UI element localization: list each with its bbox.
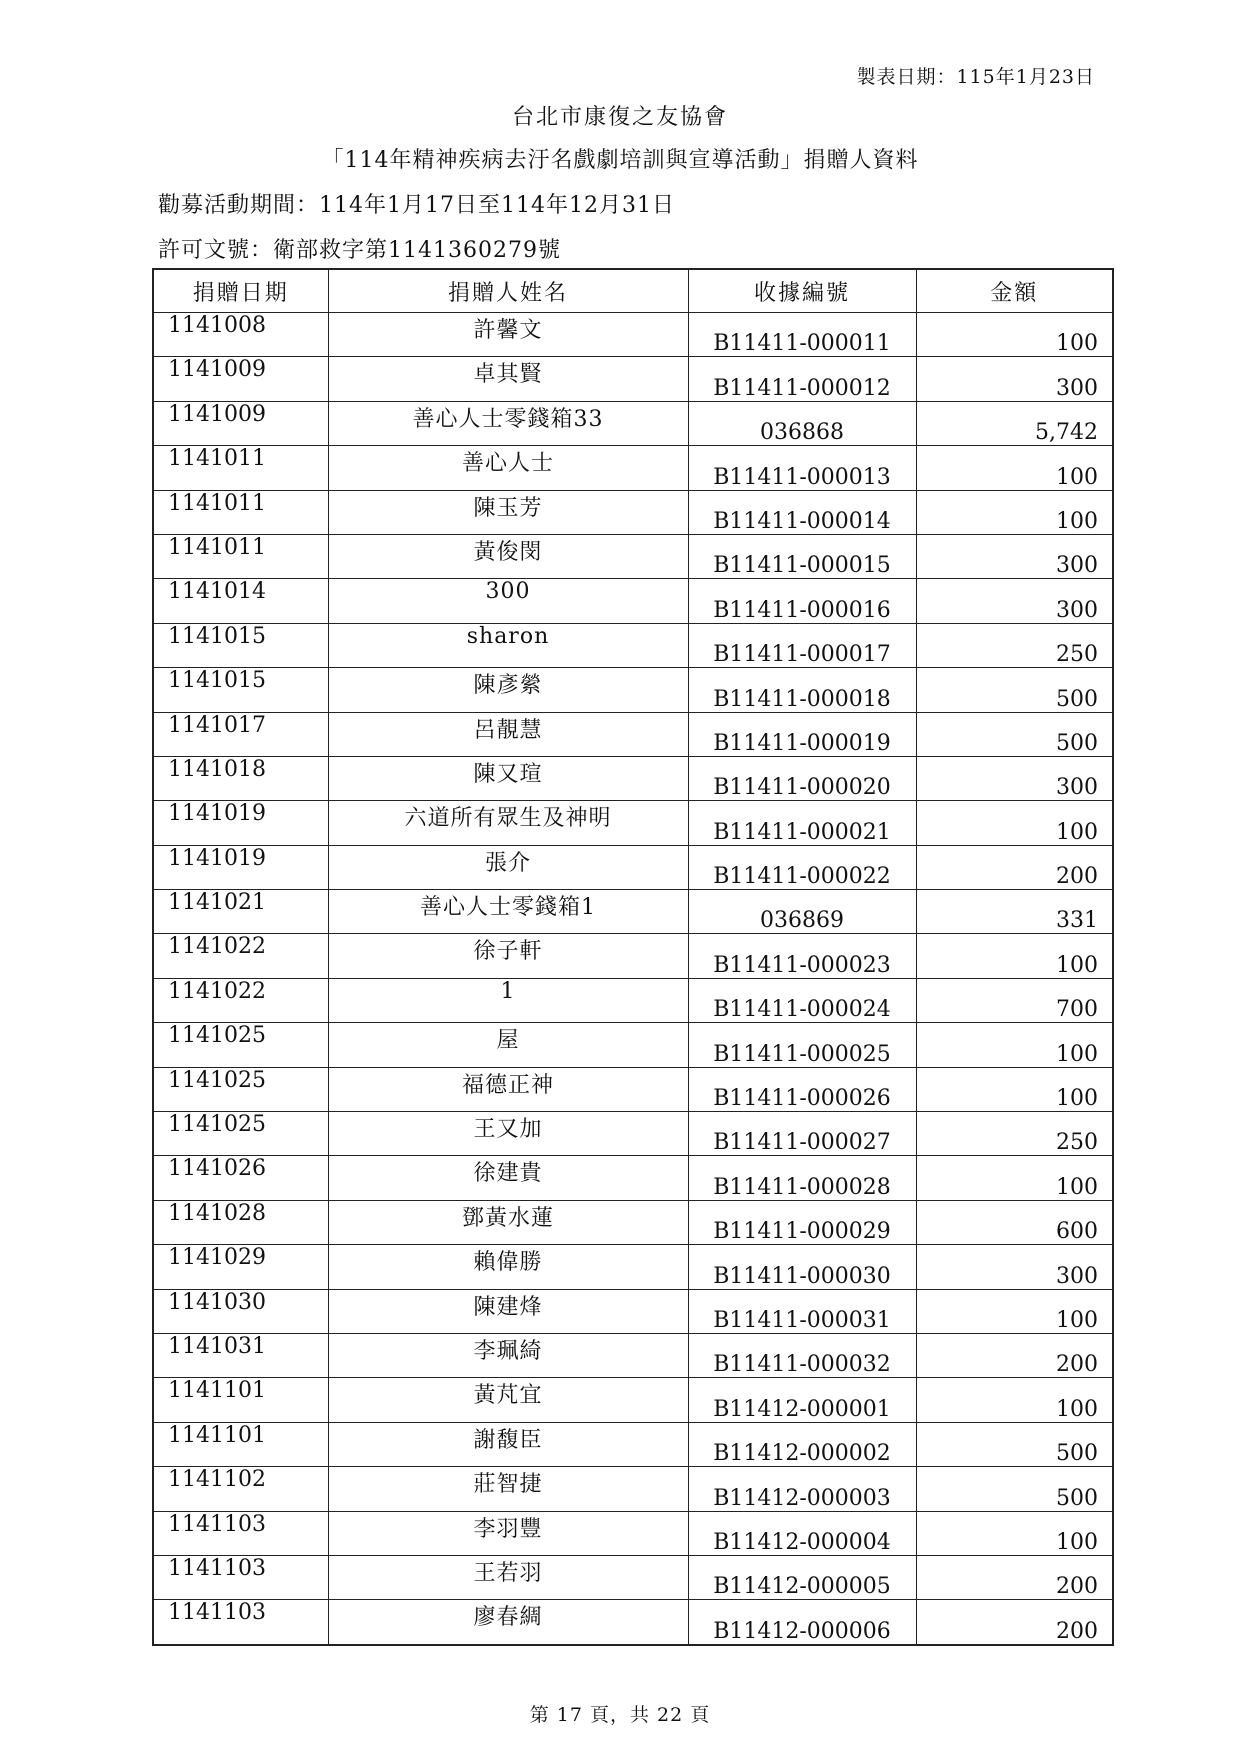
receipt-number-cell: B11412-000001: [688, 1378, 916, 1422]
amount-cell: 500: [916, 1467, 1113, 1511]
receipt-number-cell: B11411-000014: [688, 490, 916, 534]
donation-date-cell: 1141103: [153, 1555, 328, 1599]
table-row: [153, 1245, 1113, 1289]
table-row: [153, 1555, 1113, 1599]
amount-cell: 300: [916, 534, 1113, 578]
amount-cell: 100: [916, 1023, 1113, 1067]
donor-name-cell: 善心人士零錢箱1: [328, 890, 688, 934]
amount-cell: 100: [916, 446, 1113, 490]
donation-date-cell: 1141019: [153, 801, 328, 845]
donor-name-cell: 陳又瑄: [328, 756, 688, 800]
receipt-number-cell: B11411-000031: [688, 1289, 916, 1333]
table-row: [153, 1067, 1113, 1111]
donation-date-cell: 1141101: [153, 1422, 328, 1466]
table-row: [153, 313, 1113, 357]
donor-name-cell: 許馨文: [328, 313, 688, 357]
receipt-number-cell: B11411-000017: [688, 623, 916, 667]
amount-cell: 100: [916, 1156, 1113, 1200]
amount-cell: 500: [916, 712, 1113, 756]
donation-date-cell: 1141015: [153, 623, 328, 667]
donation-date-cell: 1141018: [153, 756, 328, 800]
table-row: [153, 534, 1113, 578]
table-row: [153, 756, 1113, 800]
column-header-name: 捐贈人姓名: [328, 269, 688, 313]
fundraising-period: 勸募活動期間：114年1月17日至114年12月31日: [158, 193, 675, 218]
donor-name-cell: 張介: [328, 845, 688, 889]
receipt-number-cell: 036868: [688, 401, 916, 445]
receipt-number-cell: B11411-000026: [688, 1067, 916, 1111]
donor-name-cell: 莊智捷: [328, 1467, 688, 1511]
receipt-number-cell: B11411-000012: [688, 357, 916, 401]
donation-date-cell: 1141011: [153, 446, 328, 490]
table-row: [153, 1023, 1113, 1067]
table-row: [153, 890, 1113, 934]
receipt-number-cell: B11412-000003: [688, 1467, 916, 1511]
donation-date-cell: 1141008: [153, 313, 328, 357]
donor-name-cell: 六道所有眾生及神明: [328, 801, 688, 845]
donor-name-cell: 黃芃宜: [328, 1378, 688, 1422]
donor-name-cell: 王又加: [328, 1112, 688, 1156]
receipt-number-cell: B11411-000016: [688, 579, 916, 623]
permit-number: 許可文號：衛部救字第1141360279號: [158, 238, 561, 263]
amount-cell: 331: [916, 890, 1113, 934]
page-indicator: 第 17 頁，共 22 頁: [529, 1704, 711, 1726]
table-row: [153, 978, 1113, 1022]
donation-date-cell: 1141030: [153, 1289, 328, 1333]
donor-name-cell: 陳建烽: [328, 1289, 688, 1333]
table-row: [153, 623, 1113, 667]
donation-date-cell: 1141014: [153, 579, 328, 623]
receipt-number-cell: B11411-000013: [688, 446, 916, 490]
donation-date-cell: 1141029: [153, 1245, 328, 1289]
amount-cell: 300: [916, 357, 1113, 401]
column-header-date: 捐贈日期: [153, 269, 328, 313]
table-row: [153, 446, 1113, 490]
donor-name-cell: 善心人士零錢箱33: [328, 401, 688, 445]
table-header-row: [153, 269, 1113, 313]
donor-name-cell: 謝馥臣: [328, 1422, 688, 1466]
donation-date-cell: 1141011: [153, 534, 328, 578]
amount-cell: 200: [916, 1555, 1113, 1599]
table-row: [153, 801, 1113, 845]
amount-cell: 200: [916, 1600, 1113, 1645]
table-row: [153, 579, 1113, 623]
amount-cell: 250: [916, 1112, 1113, 1156]
table-row: [153, 1200, 1113, 1244]
donor-name-cell: 王若羽: [328, 1555, 688, 1599]
donor-name-cell: 賴偉勝: [328, 1245, 688, 1289]
donor-name-cell: 廖春綢: [328, 1600, 688, 1645]
amount-cell: 250: [916, 623, 1113, 667]
column-header-receipt: 收據編號: [688, 269, 916, 313]
receipt-number-cell: B11411-000011: [688, 313, 916, 357]
donor-name-cell: 屋: [328, 1023, 688, 1067]
amount-cell: 100: [916, 490, 1113, 534]
amount-cell: 100: [916, 934, 1113, 978]
donation-date-cell: 1141025: [153, 1023, 328, 1067]
receipt-number-cell: B11411-000015: [688, 534, 916, 578]
donor-name-cell: sharon: [328, 623, 688, 667]
table-row: [153, 1156, 1113, 1200]
receipt-number-cell: B11411-000024: [688, 978, 916, 1022]
receipt-number-cell: B11411-000025: [688, 1023, 916, 1067]
donor-table: [152, 268, 1114, 1646]
amount-cell: 300: [916, 1245, 1113, 1289]
donor-name-cell: 1: [328, 978, 688, 1022]
receipt-number-cell: B11411-000030: [688, 1245, 916, 1289]
table-row: [153, 1112, 1113, 1156]
receipt-number-cell: B11412-000005: [688, 1555, 916, 1599]
donation-date-cell: 1141019: [153, 845, 328, 889]
donation-date-cell: 1141103: [153, 1600, 328, 1645]
receipt-number-cell: B11412-000006: [688, 1600, 916, 1645]
table-row: [153, 357, 1113, 401]
donation-date-cell: 1141025: [153, 1112, 328, 1156]
receipt-number-cell: 036869: [688, 890, 916, 934]
table-row: [153, 1289, 1113, 1333]
donor-name-cell: 李珮綺: [328, 1333, 688, 1377]
amount-cell: 300: [916, 579, 1113, 623]
donor-name-cell: 徐建貴: [328, 1156, 688, 1200]
amount-cell: 200: [916, 845, 1113, 889]
receipt-number-cell: B11411-000023: [688, 934, 916, 978]
donor-name-cell: 黃俊閔: [328, 534, 688, 578]
donation-date-cell: 1141021: [153, 890, 328, 934]
donation-date-cell: 1141009: [153, 401, 328, 445]
prepared-date: 製表日期：115年1月23日: [856, 66, 1095, 88]
donor-name-cell: 鄧黃水蓮: [328, 1200, 688, 1244]
amount-cell: 100: [916, 1289, 1113, 1333]
donation-date-cell: 1141009: [153, 357, 328, 401]
receipt-number-cell: B11411-000027: [688, 1112, 916, 1156]
donation-date-cell: 1141022: [153, 934, 328, 978]
receipt-number-cell: B11411-000019: [688, 712, 916, 756]
receipt-number-cell: B11411-000029: [688, 1200, 916, 1244]
amount-cell: 100: [916, 313, 1113, 357]
donation-date-cell: 1141102: [153, 1467, 328, 1511]
donation-date-cell: 1141017: [153, 712, 328, 756]
donor-name-cell: 300: [328, 579, 688, 623]
donation-date-cell: 1141015: [153, 668, 328, 712]
table-row: [153, 1422, 1113, 1466]
amount-cell: 300: [916, 756, 1113, 800]
donor-name-cell: 徐子軒: [328, 934, 688, 978]
receipt-number-cell: B11412-000004: [688, 1511, 916, 1555]
amount-cell: 500: [916, 668, 1113, 712]
donor-name-cell: 陳彥縈: [328, 668, 688, 712]
donor-name-cell: 陳玉芳: [328, 490, 688, 534]
table-row: [153, 668, 1113, 712]
table-row: [153, 934, 1113, 978]
amount-cell: 200: [916, 1333, 1113, 1377]
amount-cell: 100: [916, 1378, 1113, 1422]
donor-name-cell: 善心人士: [328, 446, 688, 490]
donation-date-cell: 1141028: [153, 1200, 328, 1244]
amount-cell: 700: [916, 978, 1113, 1022]
donation-date-cell: 1141022: [153, 978, 328, 1022]
receipt-number-cell: B11411-000021: [688, 801, 916, 845]
donation-date-cell: 1141025: [153, 1067, 328, 1111]
donation-date-cell: 1141031: [153, 1333, 328, 1377]
organization-title: 台北市康復之友協會: [511, 105, 728, 130]
amount-cell: 5,742: [916, 401, 1113, 445]
table-row: [153, 845, 1113, 889]
amount-cell: 100: [916, 1067, 1113, 1111]
receipt-number-cell: B11411-000028: [688, 1156, 916, 1200]
donor-name-cell: 卓其賢: [328, 357, 688, 401]
table-row: [153, 712, 1113, 756]
donor-name-cell: 呂靚慧: [328, 712, 688, 756]
receipt-number-cell: B11411-000022: [688, 845, 916, 889]
donor-table-body: [153, 313, 1113, 1645]
amount-cell: 100: [916, 801, 1113, 845]
donor-name-cell: 李羽豐: [328, 1511, 688, 1555]
table-row: [153, 1600, 1113, 1645]
column-header-amount: 金額: [916, 269, 1113, 313]
donation-date-cell: 1141101: [153, 1378, 328, 1422]
donation-date-cell: 1141011: [153, 490, 328, 534]
document-title: 「114年精神疾病去汙名戲劇培訓與宣導活動」捐贈人資料: [321, 148, 919, 173]
receipt-number-cell: B11411-000018: [688, 668, 916, 712]
amount-cell: 100: [916, 1511, 1113, 1555]
donor-name-cell: 福德正神: [328, 1067, 688, 1111]
table-row: [153, 1333, 1113, 1377]
table-row: [153, 1378, 1113, 1422]
table-row: [153, 401, 1113, 445]
receipt-number-cell: B11411-000032: [688, 1333, 916, 1377]
table-row: [153, 1511, 1113, 1555]
table-row: [153, 1467, 1113, 1511]
receipt-number-cell: B11411-000020: [688, 756, 916, 800]
donation-date-cell: 1141103: [153, 1511, 328, 1555]
amount-cell: 500: [916, 1422, 1113, 1466]
amount-cell: 600: [916, 1200, 1113, 1244]
table-row: [153, 490, 1113, 534]
donation-date-cell: 1141026: [153, 1156, 328, 1200]
receipt-number-cell: B11412-000002: [688, 1422, 916, 1466]
